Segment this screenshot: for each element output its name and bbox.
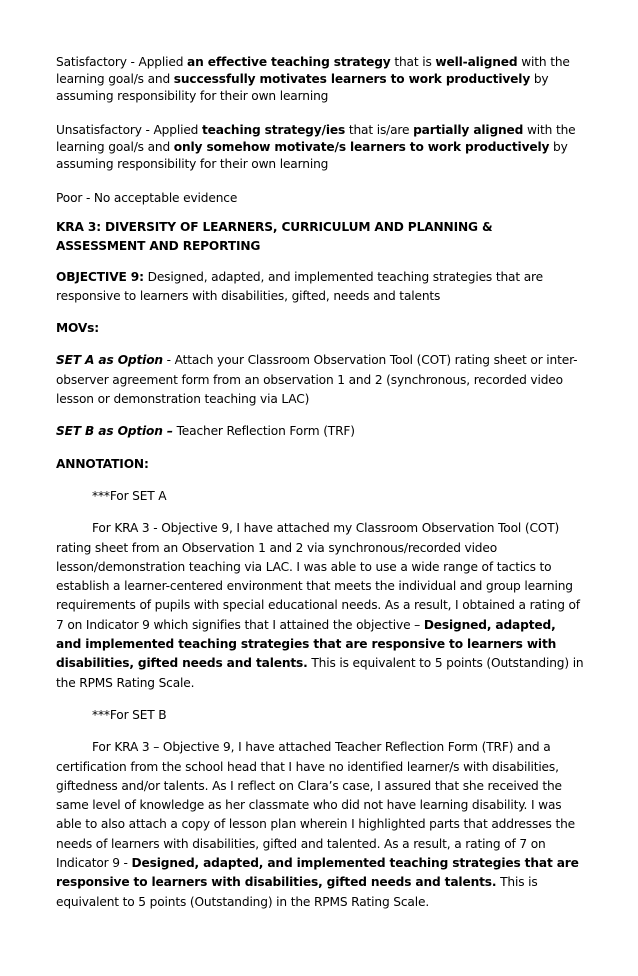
text-run: by assuming responsibility for their own learning	[56, 72, 549, 103]
bold-phrase: teaching strategy/ies	[201, 123, 346, 137]
rating-satisfactory	[56, 54, 584, 105]
set-b-text: Teacher Reflection Form (TRF)	[172, 424, 355, 439]
objective-text: Designed, adapted, and implemented teaching strategies that are responsive to learners with disabilities, gifted, needs and talents	[56, 269, 543, 303]
for-set-b-marker: ***For SET B	[92, 707, 167, 722]
rating-poor: Poor - No acceptable evidence	[56, 191, 238, 205]
bold-phrase: an effective teaching strategy	[187, 55, 391, 69]
movs-heading-text: MOVs:	[56, 321, 99, 336]
text-run: that is/are	[345, 123, 414, 137]
for-set-a-marker: ***For SET A	[92, 488, 167, 503]
rating-unsatisfactory	[56, 122, 584, 173]
annotation-set-a	[56, 519, 584, 693]
text-run: that is	[390, 55, 436, 69]
set-a-label: SET A as Option	[56, 353, 163, 368]
text-run: with the learning goal/s and	[56, 123, 576, 154]
annotation-heading	[56, 455, 584, 474]
annotation-set-b	[56, 738, 584, 912]
set-a-text: - Attach your Classroom Observation Tool (COT) rating sheet or inter-observer agreement form from an observation 1 and 2 (synchronous, recorded video lesson or demonstration teaching via LAC)	[56, 353, 578, 407]
bold-phrase: successfully motivates learners to work productively	[173, 72, 531, 86]
text-run: with the learning goal/s and	[56, 55, 570, 86]
rating-label: Unsatisfactory - Applied	[56, 123, 202, 137]
bold-phrase: partially aligned	[413, 123, 524, 137]
kra-heading-text: KRA 3: DIVERSITY OF LEARNERS, CURRICULUM AND PLANNING & ASSESSMENT AND REPORTING	[56, 220, 493, 254]
bold-phrase: Designed, adapted, and implemented teaching strategies that are responsive to learners with disabilities, gifted needs and talents.	[56, 856, 579, 890]
movs-heading	[56, 319, 584, 338]
text-run: For KRA 3 - Objective 9, I have attached my Classroom Observation Tool (COT) rating sheet from an Observation 1 and 2 via synchronous/recorded video lesson/demonstration teaching via LAC. I was able to use a wide range of tactics to establish a learner-centered environment that meets the individual and group learning requirements of pupils with special educational needs. As a result, I obtained a rating of 7 on Indicator 9 which signifies that I attained the objective –	[56, 521, 580, 632]
set-a-option	[56, 351, 584, 409]
bold-phrase: well-aligned	[435, 55, 518, 69]
text-run: This is equivalent to 5 points (Outstanding) in the RPMS Rating Scale.	[56, 656, 584, 690]
set-b-option	[56, 422, 584, 441]
rating-label: Satisfactory - Applied	[56, 55, 188, 69]
objective-paragraph	[56, 268, 584, 307]
kra-heading	[56, 218, 584, 257]
text-run: This is equivalent to 5 points (Outstanding) in the RPMS Rating Scale.	[56, 875, 538, 909]
bold-phrase: Designed, adapted, and implemented teaching strategies that are responsive to learners with disabilities, gifted needs and talents.	[56, 617, 557, 671]
set-b-label: SET B as Option –	[56, 424, 173, 439]
document-page	[56, 54, 584, 912]
annotation-heading-text: ANNOTATION:	[56, 456, 149, 471]
bold-phrase: only somehow motivate/s learners to work productively	[173, 140, 550, 154]
objective-label: OBJECTIVE 9:	[56, 269, 144, 284]
text-run: For KRA 3 – Objective 9, I have attached Teacher Reflection Form (TRF) and a certification from the school head that I have no identified learner/s with disabilities, giftedness and/or talents. As I reflect on Clara’s case, I assured that she received the same level of knowledge as her classmate who did not have learning disability. I was able to also attach a copy of lesson plan wherein I highlighted parts that addresses the needs of learners with disabilities, gifted and talented. As a result, a rating of 7 on Indicator 9 -	[56, 740, 575, 871]
text-run: by assuming responsibility for their own learning	[56, 140, 568, 171]
